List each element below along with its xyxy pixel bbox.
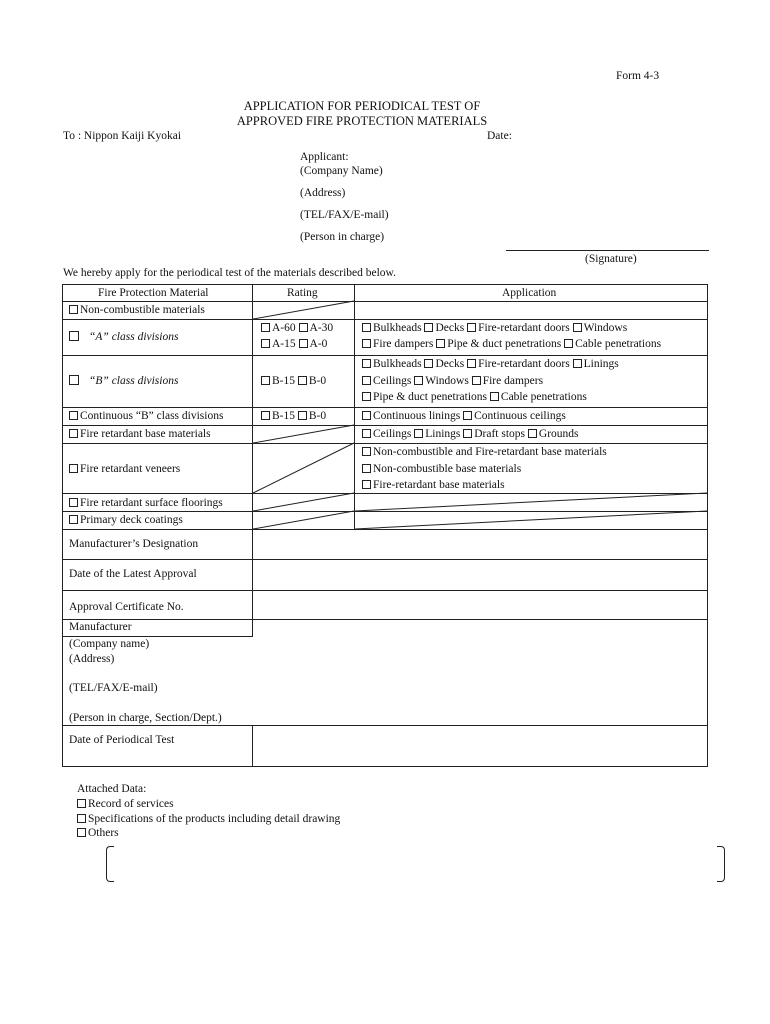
applicant-person: (Person in charge) [300,231,385,243]
checkbox[interactable] [69,498,78,507]
b-rating: B-15 B-0 [261,374,326,388]
b-application-line2: Ceilings Windows Fire dampers [362,374,543,388]
row-a-class[interactable]: “A” class divisions [69,330,178,344]
periodical-test-label: Date of Periodical Test [69,734,175,746]
header-material: Fire Protection Material [98,287,209,299]
row-noncombustible[interactable]: Non-combustible materials [69,303,205,317]
form-number: Form 4-3 [616,70,660,82]
applicant-address: (Address) [300,187,346,199]
certificate-no-field[interactable] [254,592,706,618]
checkbox[interactable] [69,331,79,341]
signature-label: (Signature) [585,253,637,265]
row-deck-coatings[interactable]: Primary deck coatings [69,513,183,527]
checkbox[interactable] [69,375,79,385]
manufacturer-person: (Person in charge, Section/Dept.) [69,712,222,724]
latest-approval-label: Date of the Latest Approval [69,568,197,580]
row-floorings[interactable]: Fire retardant surface floorings [69,496,223,510]
manufacturer-designation-label: Manufacturer’s Designation [69,538,199,550]
attached-others[interactable]: Others [77,826,119,840]
row-veneers[interactable]: Fire retardant veneers [69,462,180,476]
manufacturer-address: (Address) [69,653,115,665]
a-rating-line1: A-60 A-30 [261,321,333,335]
periodical-test-field[interactable] [254,727,706,765]
intro-text: We hereby apply for the periodical test of the materials described below. [63,267,396,279]
attached-specs[interactable]: Specifications of the products including detail drawing [77,812,340,826]
frbase-application: Ceilings Linings Draft stops Grounds [362,427,579,441]
checkbox[interactable] [69,429,78,438]
a-application-line2: Fire dampers Pipe & duct penetrations Cable penetrations [362,337,661,351]
b-application-line1: Bulkheads Decks Fire-retardant doors Linings [362,357,619,371]
a-rating-line2: A-15 A-0 [261,337,327,351]
row-b-class[interactable]: “B” class divisions [69,374,178,388]
veneers-app-2: Non-combustible base materials [362,462,521,476]
manufacturer-designation-field[interactable] [254,531,706,558]
checkbox[interactable] [69,464,78,473]
manufacturer-label: Manufacturer [69,621,132,633]
addressee: To : Nippon Kaiji Kyokai [63,130,182,142]
certificate-no-label: Approval Certificate No. [69,601,184,613]
checkbox[interactable] [77,799,86,808]
latest-approval-field[interactable] [254,561,706,589]
cont-rating: B-15 B-0 [261,409,326,423]
manufacturer-company: (Company name) [69,638,150,650]
veneers-app-3: Fire-retardant base materials [362,478,505,492]
header-rating: Rating [287,287,318,299]
attached-record[interactable]: Record of services [77,797,174,811]
others-bracket-left [106,846,114,882]
row-continuous-b[interactable]: Continuous “B” class divisions [69,409,223,423]
others-bracket-right [717,846,725,882]
checkbox[interactable] [77,828,86,837]
row-fr-base[interactable]: Fire retardant base materials [69,427,211,441]
checkbox[interactable] [77,814,86,823]
applicant-tel: (TEL/FAX/E-mail) [300,209,389,221]
date-label: Date: [487,130,512,142]
veneers-app-1: Non-combustible and Fire-retardant base materials [362,445,607,459]
manufacturer-tel: (TEL/FAX/E-mail) [69,682,158,694]
others-field[interactable] [116,848,714,880]
attached-label: Attached Data: [77,783,147,795]
form-title-line2: APPROVED FIRE PROTECTION MATERIALS [236,114,488,128]
form-title-line1: APPLICATION FOR PERIODICAL TEST OF [243,99,481,113]
checkbox[interactable] [69,515,78,524]
a-application-line1: Bulkheads Decks Fire-retardant doors Windows [362,321,627,335]
applicant-label: Applicant: [300,151,349,163]
b-application-line3: Pipe & duct penetrations Cable penetrations [362,390,587,404]
applicant-company: (Company Name) [300,165,383,177]
checkbox[interactable] [69,411,78,420]
header-application: Application [502,287,557,299]
checkbox[interactable] [69,305,78,314]
cont-application: Continuous linings Continuous ceilings [362,409,566,423]
